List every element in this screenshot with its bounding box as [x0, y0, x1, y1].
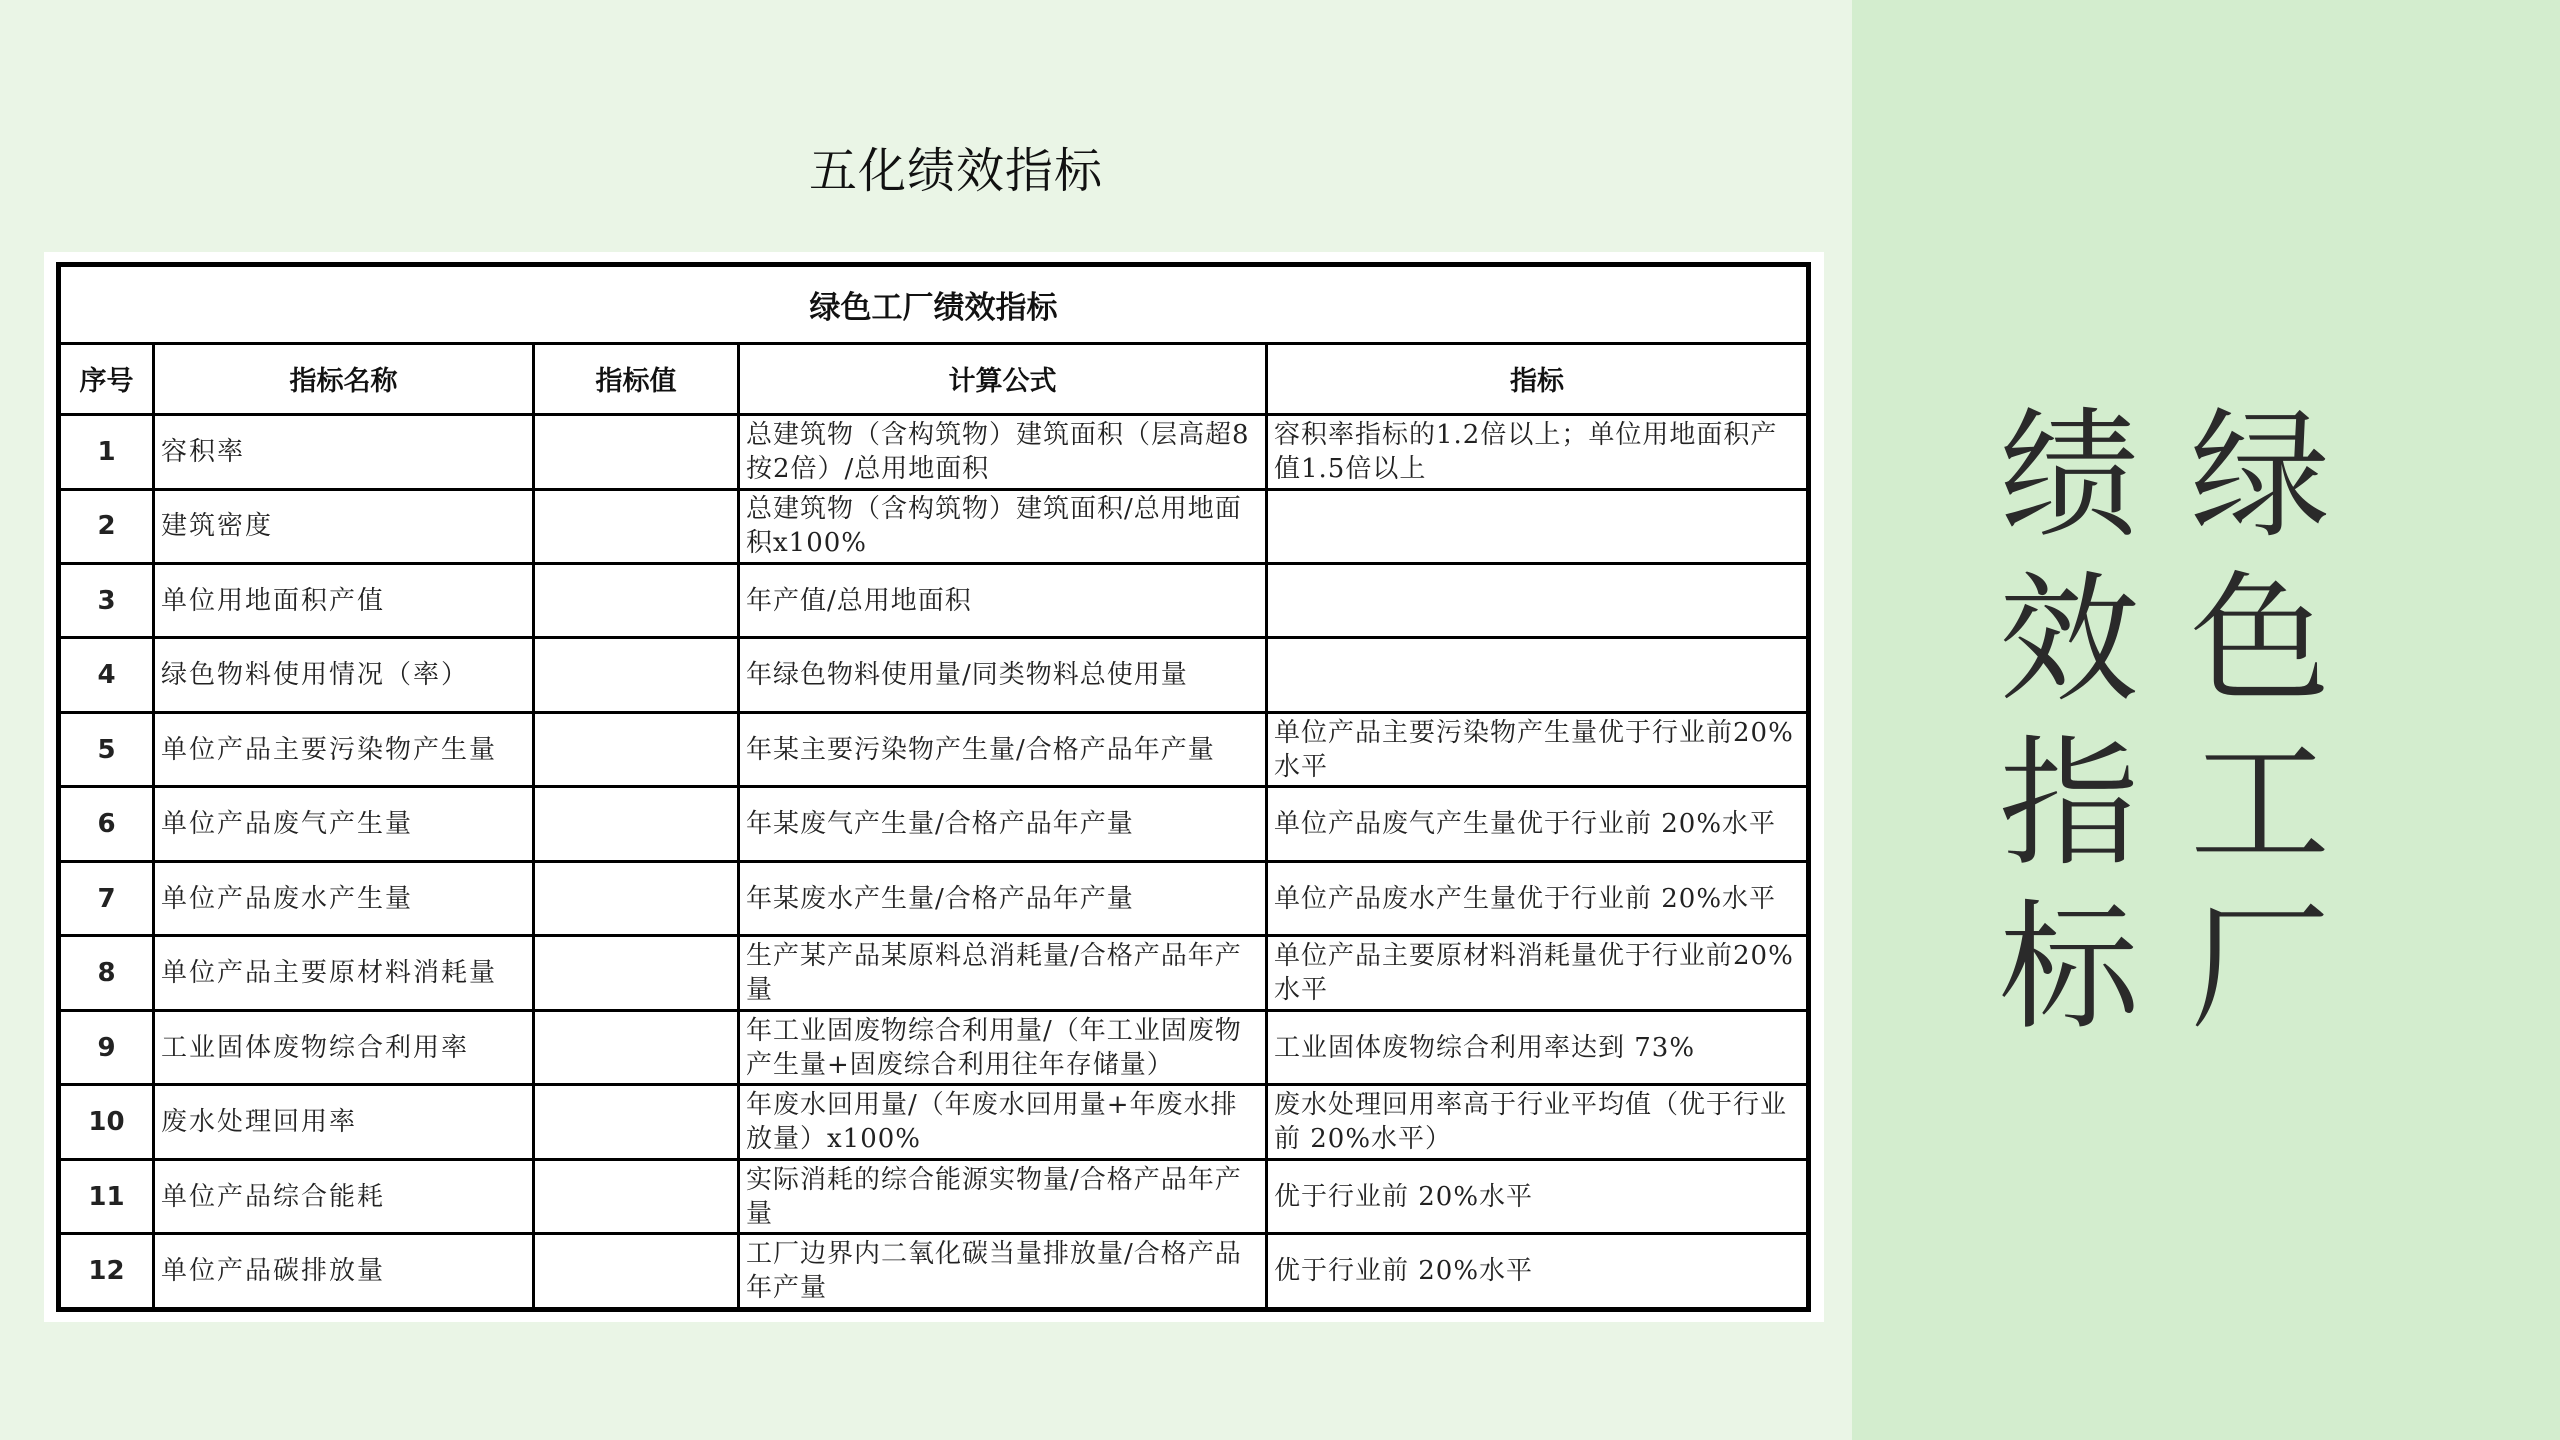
indicator-value: [534, 1234, 739, 1310]
calculation-formula: 年产值/总用地面积: [739, 563, 1267, 637]
table-row: [59, 787, 1809, 861]
calculation-formula: 总建筑物（含构筑物）建筑面积/总用地面积x100%: [739, 489, 1267, 563]
indicator-value: [534, 861, 739, 935]
indicator-value: [534, 1085, 739, 1159]
page-title: 五化绩效指标: [808, 143, 1103, 199]
table-row: [59, 1234, 1809, 1310]
indicator-target: [1267, 563, 1809, 637]
row-number: 7: [59, 861, 154, 935]
indicator-value: [534, 1159, 739, 1233]
indicator-name: 单位产品主要污染物产生量: [154, 712, 534, 786]
side-title-char: 标: [1999, 887, 2140, 1050]
indicator-target: 容积率指标的1.2倍以上；单位用地面积产值1.5倍以上: [1267, 415, 1809, 489]
indicator-target: 优于行业前 20%水平: [1267, 1159, 1809, 1233]
indicator-value: [534, 1010, 739, 1084]
table-header-row: [59, 343, 1809, 414]
table-row: [59, 1085, 1809, 1159]
indicator-target: 单位产品主要原材料消耗量优于行业前20%水平: [1267, 936, 1809, 1010]
table-row: [59, 861, 1809, 935]
side-title-char: 色: [2190, 559, 2331, 722]
header-value: 指标值: [534, 343, 739, 414]
row-number: 6: [59, 787, 154, 861]
side-title-column-2: [1999, 395, 2139, 1051]
header-formula: 计算公式: [739, 343, 1267, 414]
indicator-name: 工业固体废物综合利用率: [154, 1010, 534, 1084]
table-row: [59, 489, 1809, 563]
indicator-value: [534, 415, 739, 489]
indicator-value: [534, 638, 739, 712]
row-number: 5: [59, 712, 154, 786]
indicator-target: [1267, 489, 1809, 563]
indicator-name: 绿色物料使用情况（率）: [154, 638, 534, 712]
calculation-formula: 年某废气产生量/合格产品年产量: [739, 787, 1267, 861]
indicator-target: 单位产品废气产生量优于行业前 20%水平: [1267, 787, 1809, 861]
indicator-value: [534, 936, 739, 1010]
table-row: [59, 712, 1809, 786]
indicator-name: 单位用地面积产值: [154, 563, 534, 637]
calculation-formula: 实际消耗的综合能源实物量/合格产品年产量: [739, 1159, 1267, 1233]
row-number: 11: [59, 1159, 154, 1233]
side-title-char: 厂: [2190, 887, 2331, 1050]
calculation-formula: 年某主要污染物产生量/合格产品年产量: [739, 712, 1267, 786]
indicator-target: 单位产品废水产生量优于行业前 20%水平: [1267, 861, 1809, 935]
indicator-name: 单位产品主要原材料消耗量: [154, 936, 534, 1010]
calculation-formula: 年废水回用量/（年废水回用量+年废水排放量）x100%: [739, 1085, 1267, 1159]
table-row: [59, 1010, 1809, 1084]
row-number: 1: [59, 415, 154, 489]
indicator-value: [534, 563, 739, 637]
header-no: 序号: [59, 343, 154, 414]
side-title-column-1: [2190, 395, 2330, 1051]
calculation-formula: 年绿色物料使用量/同类物料总使用量: [739, 638, 1267, 712]
header-target: 指标: [1267, 343, 1809, 414]
indicator-name: 单位产品废气产生量: [154, 787, 534, 861]
indicator-name: 单位产品碳排放量: [154, 1234, 534, 1310]
table-row: [59, 1159, 1809, 1233]
side-title-char: 绩: [1999, 395, 2140, 558]
indicator-value: [534, 712, 739, 786]
side-title-char: 绿: [2190, 395, 2331, 558]
indicator-name: 单位产品综合能耗: [154, 1159, 534, 1233]
row-number: 8: [59, 936, 154, 1010]
indicator-target: 废水处理回用率高于行业平均值（优于行业前 20%水平）: [1267, 1085, 1809, 1159]
side-title-char: 工: [2190, 723, 2331, 886]
indicator-value: [534, 787, 739, 861]
table-row: [59, 936, 1809, 1010]
table-row: [59, 563, 1809, 637]
indicator-name: 建筑密度: [154, 489, 534, 563]
indicator-name: 废水处理回用率: [154, 1085, 534, 1159]
row-number: 9: [59, 1010, 154, 1084]
indicator-name: 单位产品废水产生量: [154, 861, 534, 935]
row-number: 4: [59, 638, 154, 712]
indicator-target: 单位产品主要污染物产生量优于行业前20%水平: [1267, 712, 1809, 786]
row-number: 12: [59, 1234, 154, 1310]
kpi-table: [56, 262, 1811, 1312]
indicator-target: 优于行业前 20%水平: [1267, 1234, 1809, 1310]
row-number: 2: [59, 489, 154, 563]
calculation-formula: 年某废水产生量/合格产品年产量: [739, 861, 1267, 935]
calculation-formula: 生产某产品某原料总消耗量/合格产品年产量: [739, 936, 1267, 1010]
side-title-char: 效: [1999, 559, 2140, 722]
table-caption-row: [59, 265, 1809, 344]
row-number: 3: [59, 563, 154, 637]
indicator-name: 容积率: [154, 415, 534, 489]
table-card: [44, 252, 1824, 1322]
side-title-char: 指: [1999, 723, 2140, 886]
indicator-target: [1267, 638, 1809, 712]
row-number: 10: [59, 1085, 154, 1159]
table-row: [59, 638, 1809, 712]
calculation-formula: 年工业固废物综合利用量/（年工业固废物产生量+固废综合利用往年存储量）: [739, 1010, 1267, 1084]
indicator-value: [534, 489, 739, 563]
calculation-formula: 工厂边界内二氧化碳当量排放量/合格产品年产量: [739, 1234, 1267, 1310]
indicator-target: 工业固体废物综合利用率达到 73%: [1267, 1010, 1809, 1084]
header-name: 指标名称: [154, 343, 534, 414]
calculation-formula: 总建筑物（含构筑物）建筑面积（层高超8按2倍）/总用地面积: [739, 415, 1267, 489]
table-caption: 绿色工厂绩效指标: [59, 265, 1809, 344]
table-row: [59, 415, 1809, 489]
